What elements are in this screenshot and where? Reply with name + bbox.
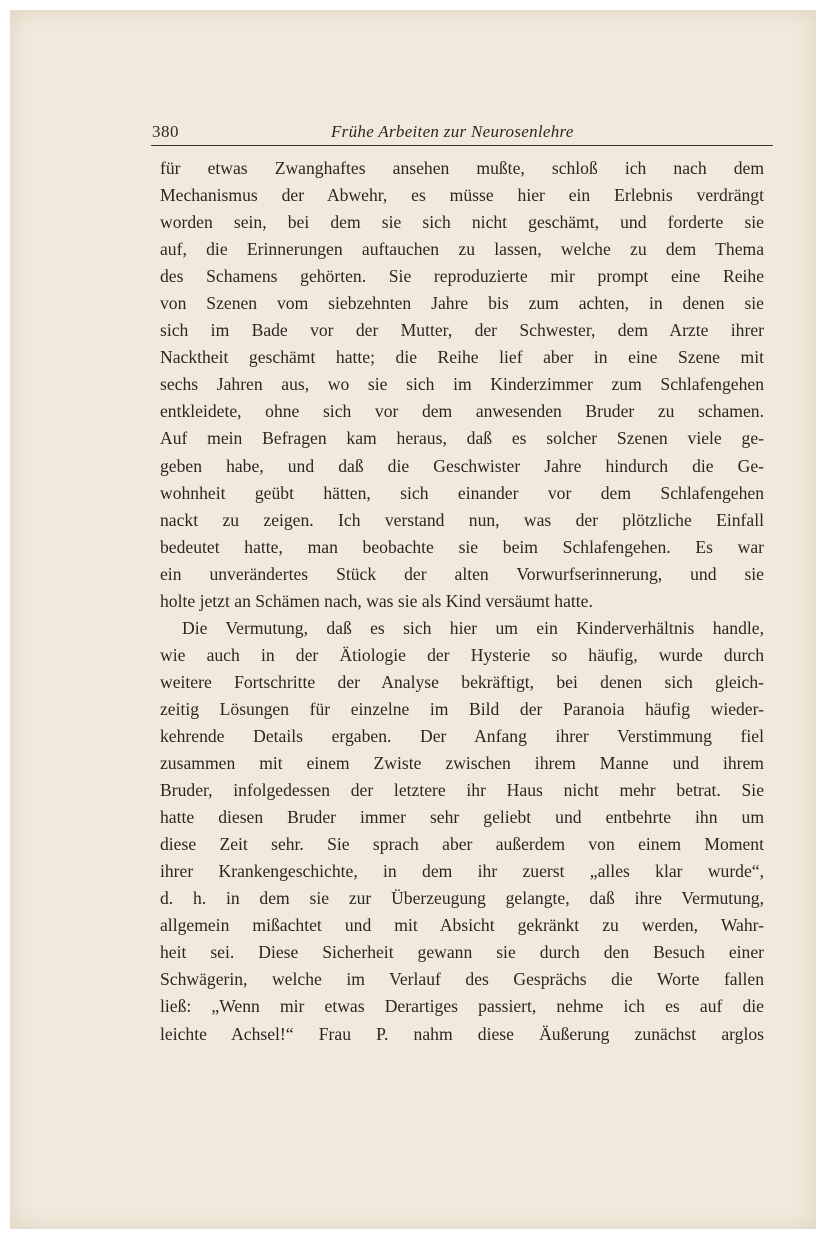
text-line: geben habe, und daß die Geschwister Jahre hindurch die Ge- <box>160 455 764 476</box>
text-line: holte jetzt an Schämen nach, was sie als Kind versäumt hatte. <box>160 590 593 611</box>
text-line: nackt zu zeigen. Ich verstand nun, was der plötzliche Einfall <box>160 509 764 530</box>
text-line: ein unverändertes Stück der alten Vorwurfserinnerung, und sie <box>160 563 764 584</box>
text-line: Nacktheit geschämt hatte; die Reihe lief aber in eine Szene mit <box>160 347 764 368</box>
text-line: Mechanismus der Abwehr, es müsse hier ein Erlebnis verdrängt <box>160 185 764 206</box>
text-line: zeitig Lösungen für einzelne im Bild der Paranoia häufig wieder- <box>160 698 764 719</box>
body-text <box>160 155 764 1048</box>
running-title: Frühe Arbeiten zur Neurosenlehre <box>331 122 574 141</box>
text-line: hatte diesen Bruder immer sehr geliebt und entbehrte ihn um <box>160 807 764 828</box>
text-line: kehrende Details ergaben. Der Anfang ihrer Verstimmung fiel <box>160 725 764 746</box>
text-line: bedeutet hatte, man beobachte sie beim Schlafengehen. Es war <box>160 536 764 557</box>
text-line: diese Zeit sehr. Sie sprach aber außerdem von einem Moment <box>160 834 764 855</box>
text-line: weitere Fortschritte der Analyse bekräftigt, bei denen sich gleich- <box>160 671 764 692</box>
text-line: Auf mein Befragen kam heraus, daß es solcher Szenen viele ge- <box>160 428 764 449</box>
text-line: worden sein, bei dem sie sich nicht geschämt, und forderte sie <box>160 212 764 233</box>
text-line: von Szenen vom siebzehnten Jahre bis zum achten, in denen sie <box>160 293 764 314</box>
text-line: Bruder, infolgedessen der letztere ihr Haus nicht mehr betrat. Sie <box>160 780 764 801</box>
text-line: wohnheit geübt hätten, sich einander vor dem Schlafengehen <box>160 482 764 503</box>
text-line: für etwas Zwanghaftes ansehen mußte, schloß ich nach dem <box>160 158 764 178</box>
text-line: ließ: „Wenn mir etwas Derartiges passiert, nehme ich es auf die <box>160 996 764 1017</box>
text-line: entkleidete, ohne sich vor dem anwesenden Bruder zu schamen. <box>160 401 764 422</box>
text-line: heit sei. Diese Sicherheit gewann sie durch den Besuch einer <box>160 942 764 963</box>
paragraph-2 <box>160 615 764 1048</box>
text-line: Schwägerin, welche im Verlauf des Gesprächs die Worte fallen <box>160 969 764 990</box>
text-line: d. h. in dem sie zur Überzeugung gelangte, daß ihre Vermutung, <box>160 888 764 909</box>
text-line: sechs Jahren aus, wo sie sich im Kinderzimmer zum Schlafengehen <box>160 374 764 395</box>
text-line: allgemein mißachtet und mit Absicht gekränkt zu werden, Wahr- <box>160 915 764 936</box>
text-line: des Schamens gehörten. Sie reproduzierte mir prompt eine Reihe <box>160 266 764 287</box>
page-header <box>151 121 773 146</box>
text-line: sich im Bade vor der Mutter, der Schwester, dem Arzte ihrer <box>160 320 764 341</box>
text-line: wie auch in der Ätiologie der Hysterie so häufig, wurde durch <box>160 644 764 665</box>
text-line: leichte Achsel!“ Frau P. nahm diese Äußerung zunächst arglos <box>160 1023 764 1044</box>
page-number: 380 <box>152 122 179 141</box>
paragraph-1 <box>160 155 764 615</box>
text-line: ihrer Krankengeschichte, in dem ihr zuerst „alles klar wurde“, <box>160 861 764 882</box>
text-line: auf, die Erinnerungen auftauchen zu lassen, welche zu dem Thema <box>160 239 764 260</box>
text-line: zusammen mit einem Zwiste zwischen ihrem Manne und ihrem <box>160 753 764 774</box>
text-line: Die Vermutung, daß es sich hier um ein Kinderverhältnis handle, <box>182 617 764 638</box>
